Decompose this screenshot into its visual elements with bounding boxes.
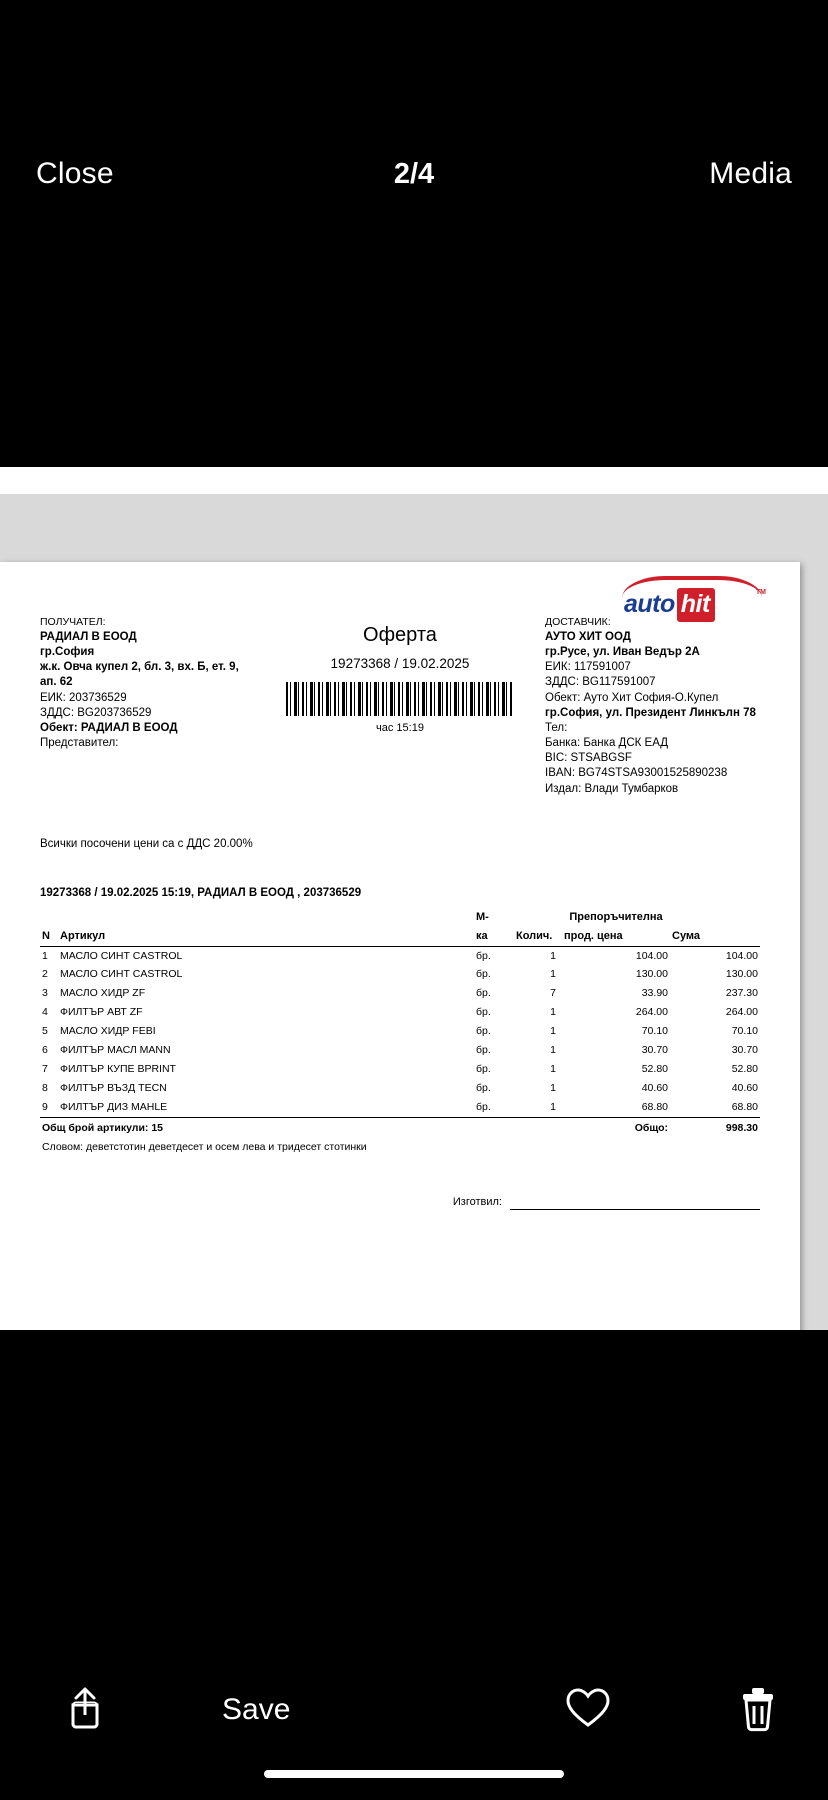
cell-unit: бр. (476, 1025, 491, 1038)
cell-qty: 1 (550, 1062, 556, 1075)
supplier-object: Обект: Ауто Хит София-О.Купел (545, 691, 719, 704)
cell-price: 104.00 (635, 949, 668, 962)
cell-sum: 30.70 (731, 1043, 758, 1056)
cell-article: МАСЛО СИНТ CASTROL (60, 968, 183, 981)
supplier-caption: ДОСТАВЧИК: (545, 616, 611, 628)
th-unit-line1: М- (476, 911, 489, 924)
cell-qty: 1 (550, 949, 556, 962)
supplier-phone: Тел: (545, 721, 568, 734)
cell-unit: бр. (476, 1100, 491, 1113)
home-indicator (264, 1770, 564, 1778)
supplier-eik: ЕИК: 117591007 (545, 661, 631, 674)
cell-index: 6 (42, 1043, 48, 1056)
vat-note: Всички посочени цени са с ДДС 20.00% (40, 837, 253, 850)
th-article-spacer (58, 909, 474, 928)
trash-icon (737, 1684, 779, 1737)
offer-title-block (275, 616, 525, 736)
cell-article: ФИЛТЪР ВЪЗД TECN (60, 1081, 167, 1094)
cell-sum: 52.80 (731, 1062, 758, 1075)
recipient-address: ж.к. Овча купел 2, бл. 3, вх. Б, ет. 9, ап. 62 (40, 661, 239, 689)
supplier-block (545, 616, 760, 797)
cell-sum: 40.60 (731, 1081, 758, 1094)
offer-number: 19273368 / 19.02.2025 (330, 656, 470, 672)
page-counter: 2/4 (393, 157, 435, 190)
cell-sum: 130.00 (725, 968, 758, 981)
table-row (40, 947, 760, 966)
cell-unit: бр. (476, 1081, 491, 1094)
document-header (40, 616, 760, 797)
viewer-bottom-bar (0, 1330, 828, 1800)
cell-sum: 264.00 (725, 1006, 758, 1019)
viewer-toolbar (0, 1675, 828, 1745)
th-n: N (40, 928, 58, 947)
offer-title: Оферта (363, 624, 437, 646)
close-button[interactable]: Close (36, 157, 114, 190)
cell-index: 3 (42, 987, 48, 1000)
document-page[interactable] (0, 562, 800, 1332)
supplier-address: гр.София, ул. Президент Линкълн 78 (545, 706, 756, 719)
supplier-issued-by: Издал: Влади Тумбарков (545, 782, 679, 795)
recipient-caption: ПОЛУЧАТЕЛ: (40, 616, 106, 628)
recipient-representative: Представител: (40, 737, 119, 750)
cell-article: МАСЛО СИНТ CASTROL (60, 949, 183, 962)
items-table (40, 909, 760, 1157)
table-row (40, 1023, 760, 1042)
cell-article: ФИЛТЪР МАСЛ MANN (60, 1043, 171, 1056)
recipient-city: гр.София (40, 646, 95, 659)
supplier-iban: IBAN: BG74STSA93001525890238 (545, 767, 728, 780)
cell-article: ФИЛТЪР АВТ ZF (60, 1006, 143, 1019)
auto-hit-logo (616, 576, 764, 616)
prepared-by-label: Изготвил: (452, 1196, 502, 1209)
signature-area (40, 1195, 760, 1210)
th-sum-spacer (670, 909, 760, 928)
delete-button[interactable] (688, 1684, 828, 1737)
viewer-top-bar (0, 0, 828, 210)
cell-unit: бр. (476, 1006, 491, 1019)
share-icon (67, 1685, 103, 1736)
table-head-row-1 (40, 909, 760, 928)
cell-index: 1 (42, 949, 48, 962)
cell-unit: бр. (476, 987, 491, 1000)
table-row (40, 985, 760, 1004)
total-in-words: Словом: деветстотин деветдесет и осем лева и тридесет стотинки (42, 1140, 367, 1153)
supplier-name: АУТО ХИТ ООД (545, 630, 631, 643)
table-words-row (40, 1138, 760, 1157)
recipient-block (40, 616, 255, 751)
table-row (40, 1098, 760, 1117)
cell-article: МАСЛО ХИДР ZF (60, 987, 146, 1000)
save-button[interactable] (170, 1693, 488, 1727)
cell-article: ФИЛТЪР КУПЕ BPRINT (60, 1062, 176, 1075)
document-reference: 19273368 / 19.02.2025 15:19, РАДИАЛ В ЕООД , 203736529 (40, 886, 362, 899)
th-recommended: Препоръчителна (569, 911, 663, 924)
logo-tm-mark: TM (755, 589, 766, 596)
recipient-name: РАДИАЛ В ЕООД (40, 630, 137, 643)
cell-price: 130.00 (635, 968, 668, 981)
cell-price: 70.10 (641, 1025, 668, 1038)
cell-sum: 237.30 (725, 987, 758, 1000)
supplier-bic: BIC: STSABGSF (545, 752, 632, 765)
recipient-zdds: ЗДДС: BG203736529 (40, 706, 152, 719)
cell-qty: 1 (550, 1100, 556, 1113)
cell-qty: 1 (550, 1006, 556, 1019)
supplier-city: гр.Русе, ул. Иван Ведър 2А (545, 646, 700, 659)
total-label: Общо: (562, 1117, 670, 1138)
table-head-row-2 (40, 928, 760, 947)
cell-sum: 104.00 (725, 949, 758, 962)
cell-unit: бр. (476, 1043, 491, 1056)
save-button-label: Save (222, 1693, 291, 1726)
logo-hit-text: hit (677, 588, 715, 622)
cell-price: 30.70 (641, 1043, 668, 1056)
cell-index: 8 (42, 1081, 48, 1094)
cell-qty: 7 (550, 987, 556, 1000)
cell-article: МАСЛО ХИДР FEBI (60, 1025, 156, 1038)
table-totals-row (40, 1117, 760, 1138)
th-sum: Сума (670, 928, 760, 947)
cell-qty: 1 (550, 1025, 556, 1038)
th-n-spacer (40, 909, 58, 928)
cell-index: 9 (42, 1100, 48, 1113)
cell-qty: 1 (550, 1043, 556, 1056)
th-price: прод. цена (562, 928, 670, 947)
cell-price: 52.80 (641, 1062, 668, 1075)
cell-sum: 70.10 (731, 1025, 758, 1038)
cell-qty: 1 (550, 1081, 556, 1094)
table-row (40, 1041, 760, 1060)
barcode-image (286, 682, 514, 716)
cell-unit: бр. (476, 968, 491, 981)
heart-icon (565, 1687, 611, 1734)
viewer-background-light (0, 467, 828, 494)
cell-index: 2 (42, 968, 48, 981)
th-qty-spacer (514, 909, 562, 928)
th-unit-line2: ка (474, 928, 514, 947)
cell-price: 264.00 (635, 1006, 668, 1019)
words-spacer (670, 1138, 760, 1157)
cell-price: 33.90 (641, 987, 668, 1000)
items-table-body (40, 947, 760, 1118)
recipient-eik: ЕИК: 203736529 (40, 691, 127, 704)
favorite-button[interactable] (488, 1687, 688, 1734)
share-button[interactable] (0, 1685, 170, 1736)
offer-time: час 15:19 (376, 722, 424, 735)
th-qty: Колич. (514, 928, 562, 947)
cell-unit: бр. (476, 1062, 491, 1075)
cell-price: 40.60 (641, 1081, 668, 1094)
cell-sum: 68.80 (731, 1100, 758, 1113)
supplier-zdds: ЗДДС: BG117591007 (545, 676, 656, 689)
total-value: 998.30 (670, 1117, 760, 1138)
logo-auto-text: auto (624, 590, 675, 618)
table-row (40, 1004, 760, 1023)
signature-line (510, 1198, 760, 1210)
cell-article: ФИЛТЪР ДИЗ MAHLE (60, 1100, 168, 1113)
table-row (40, 1060, 760, 1079)
table-row (40, 1079, 760, 1098)
recipient-object: Обект: РАДИАЛ В ЕООД (40, 721, 178, 734)
cell-index: 5 (42, 1025, 48, 1038)
total-count-label: Общ брой артикули: 15 (40, 1117, 562, 1138)
cell-price: 68.80 (641, 1100, 668, 1113)
cell-unit: бр. (476, 949, 491, 962)
table-row (40, 966, 760, 985)
cell-qty: 1 (550, 968, 556, 981)
th-article: Артикул (58, 928, 474, 947)
logo-wordmark (624, 588, 715, 622)
supplier-bank: Банка: Банка ДСК ЕАД (545, 737, 669, 750)
media-button[interactable]: Media (709, 157, 792, 190)
cell-index: 7 (42, 1062, 48, 1075)
cell-index: 4 (42, 1006, 48, 1019)
